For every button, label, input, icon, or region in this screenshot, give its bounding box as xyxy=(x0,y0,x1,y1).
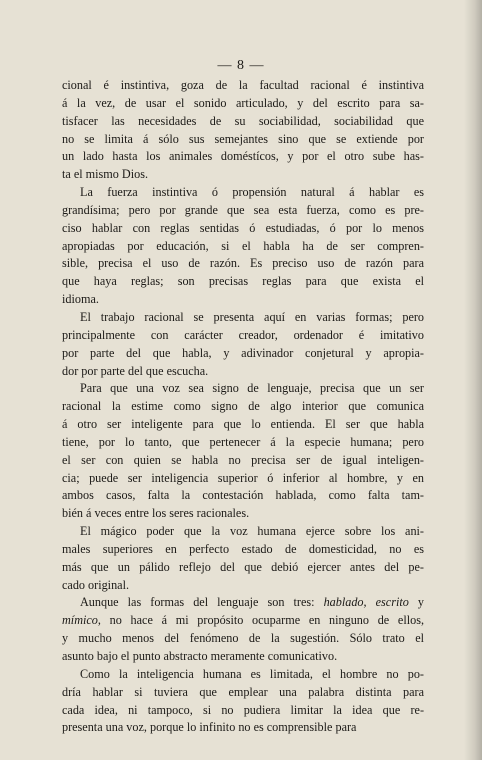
text-line: el ser con quien se habla no precisa ser de igual inteligen- xyxy=(62,452,424,467)
text-line: Para que una voz sea signo de lenguaje, precisa que un ser xyxy=(80,381,424,396)
text-line: un lado hasta los animales doméstícos, y por el otro sube has- xyxy=(62,149,424,164)
text-line: males superiores en perfecto estado de domesticidad, no es xyxy=(62,541,424,556)
text-line: asunto bajo el punto abstracto meramente comunicativo. xyxy=(62,649,338,663)
text-line: por parte del que habla, y adivinador conjetural y apropia- xyxy=(62,345,424,360)
text-line: cional é instintiva, goza de la facultad racional é instintiva xyxy=(62,78,424,92)
text-line: dor por parte del que escucha. xyxy=(62,363,209,378)
page-number: — 8 — xyxy=(217,58,265,73)
text-line: y mucho menos del fenómeno de la sugestión. Sólo trato el xyxy=(62,631,424,646)
text-line: ciso hablar con reglas sentidas ó estudiadas, ó por lo menos xyxy=(62,220,424,235)
text-line: racional la estime como signo de algo interior que comunica xyxy=(62,399,424,414)
paragraph xyxy=(62,380,424,523)
paragraph xyxy=(62,594,424,665)
text-line: Aunque las formas del lenguaje son tres: hablado, escrito y xyxy=(80,595,424,610)
paragraph xyxy=(62,77,424,184)
text-line: cado original. xyxy=(62,577,130,592)
text-line: no se limita á sólo sus semejantes sino que se extiende por xyxy=(62,131,424,146)
text-line: grandísima; pero por grande que sea esta fuerza, como es pre- xyxy=(62,202,424,217)
text-line: tiene, por lo tanto, que pertenecer á la especie humana; pero xyxy=(62,434,424,449)
text-line: dría hablar si tuviera que emplear una palabra distinta para xyxy=(62,684,424,699)
paragraph xyxy=(62,184,424,309)
text-line: ta el mismo Dios. xyxy=(62,167,148,182)
text-line: que haya reglas; son precisas reglas para que exista el xyxy=(62,274,424,289)
text-line: idioma. xyxy=(62,292,99,307)
paragraph xyxy=(62,523,424,594)
text-line: cada idea, ni tampoco, si no pudiera limitar la idea que re- xyxy=(62,702,424,717)
text-line: El mágico poder que la voz humana ejerce sobre los ani- xyxy=(80,524,424,539)
paragraph xyxy=(62,666,424,737)
body-text xyxy=(62,77,424,737)
text-line: tisfacer las necesidades de su sociabilidad, sociabilidad que xyxy=(62,113,424,128)
text-line: bién á veces entre los seres racionales. xyxy=(62,506,250,521)
text-line: La fuerza instintiva ó propensión natural á hablar es xyxy=(80,185,424,200)
text-line: mímico, no hace á mi propósito ocuparme en ninguno de ellos, xyxy=(62,613,424,628)
text-line: apropiadas por educación, si el habla ha de ser compren- xyxy=(62,238,424,253)
text-line: cia; puede ser inteligencia superior ó inferior al hombre, y en xyxy=(62,470,424,485)
text-line: Como la inteligencia humana es limitada, el hombre no po- xyxy=(80,666,424,681)
text-line: á la vez, de usar el sonido articulado, y del escrito para sa- xyxy=(62,95,424,110)
text-line: El trabajo racional se presenta aquí en varias formas; pero xyxy=(80,309,424,324)
page-edge-shadow xyxy=(464,0,482,760)
text-line: principalmente con carácter creador, ordenador é imitativo xyxy=(62,327,424,342)
text-line: presenta una voz, porque lo infinito no es comprensible para xyxy=(62,720,357,735)
text-line: más que un pálido reflejo del que debió ejercer antes del pe- xyxy=(62,559,424,574)
text-line: á otro ser inteligente para que lo entienda. El ser que habla xyxy=(62,417,424,432)
paragraph xyxy=(62,309,424,380)
text-line: ambos casos, falta la contestación hablada, como falta tam- xyxy=(62,488,424,503)
text-line: sible, precisa el uso de razón. Es preciso uso de razón para xyxy=(62,256,424,271)
